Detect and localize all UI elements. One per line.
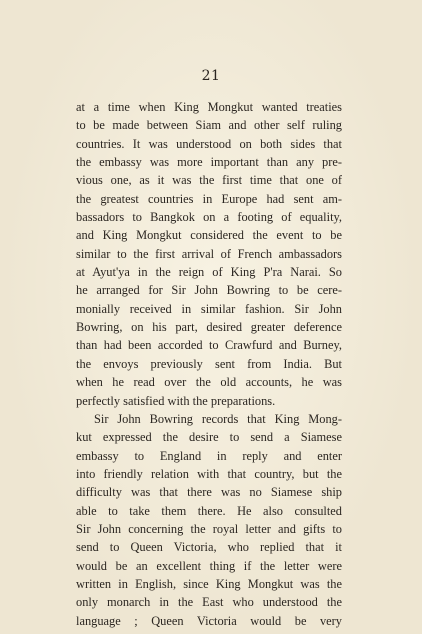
text-line: bassadors to Bangkok on a footing of equality,	[76, 210, 342, 225]
text-line: he arranged for Sir John Bowring to be cere-	[76, 283, 342, 298]
text-line: written in English, since King Mongkut was the	[76, 576, 342, 591]
text-line: language ; Queen Victoria would be very	[76, 613, 342, 628]
text-line: the greatest countries in Europe had sent am-	[76, 191, 342, 206]
paragraph-end-line: perfectly satisfied with the preparations.	[76, 393, 276, 408]
text-line: the embassy was more important than any pre-	[76, 155, 342, 170]
text-line: when he read over the old accounts, he was	[76, 375, 342, 390]
text-line: Sir John concerning the royal letter and gifts to	[76, 521, 342, 536]
text-line: to be made between Siam and other self ruling	[76, 118, 342, 133]
text-line: embassy to England in reply and enter	[76, 448, 342, 463]
text-line: similar to the first arrival of French ambassadors	[76, 246, 342, 261]
text-line: at a time when King Mongkut wanted treaties	[76, 100, 342, 114]
text-line: countries. It was understood on both sides that	[76, 136, 342, 151]
text-line: kut expressed the desire to send a Siamese	[76, 430, 342, 445]
text-line: Bowring, on his part, desired greater deference	[76, 320, 342, 335]
text-line: the envoys previously sent from India. But	[76, 356, 342, 371]
text-line: than had been accorded to Crawfurd and Burney,	[76, 338, 342, 353]
text-line: send to Queen Victoria, who replied that it	[76, 540, 342, 555]
text-line: vious one, as it was the first time that one of	[76, 173, 342, 188]
text-line: able to take them there. He also consulted	[76, 503, 342, 518]
text-line: would be an excellent thing if the letter were	[76, 558, 342, 573]
page-number: 21	[201, 68, 221, 84]
text-line: at Ayut'ya in the reign of King P'ra Narai. So	[76, 265, 342, 280]
text-line: difficulty was that there was no Siamese ship	[76, 485, 342, 500]
text-line: monially received in similar fashion. Sir John	[76, 301, 342, 316]
body-text	[76, 98, 342, 630]
text-line: and King Mongkut considered the event to be	[76, 228, 342, 243]
text-line: into friendly relation with that country, but the	[76, 466, 342, 481]
text-line: only monarch in the East who understood the	[76, 595, 342, 610]
paragraph-start-line: Sir John Bowring records that King Mong-	[94, 411, 342, 426]
